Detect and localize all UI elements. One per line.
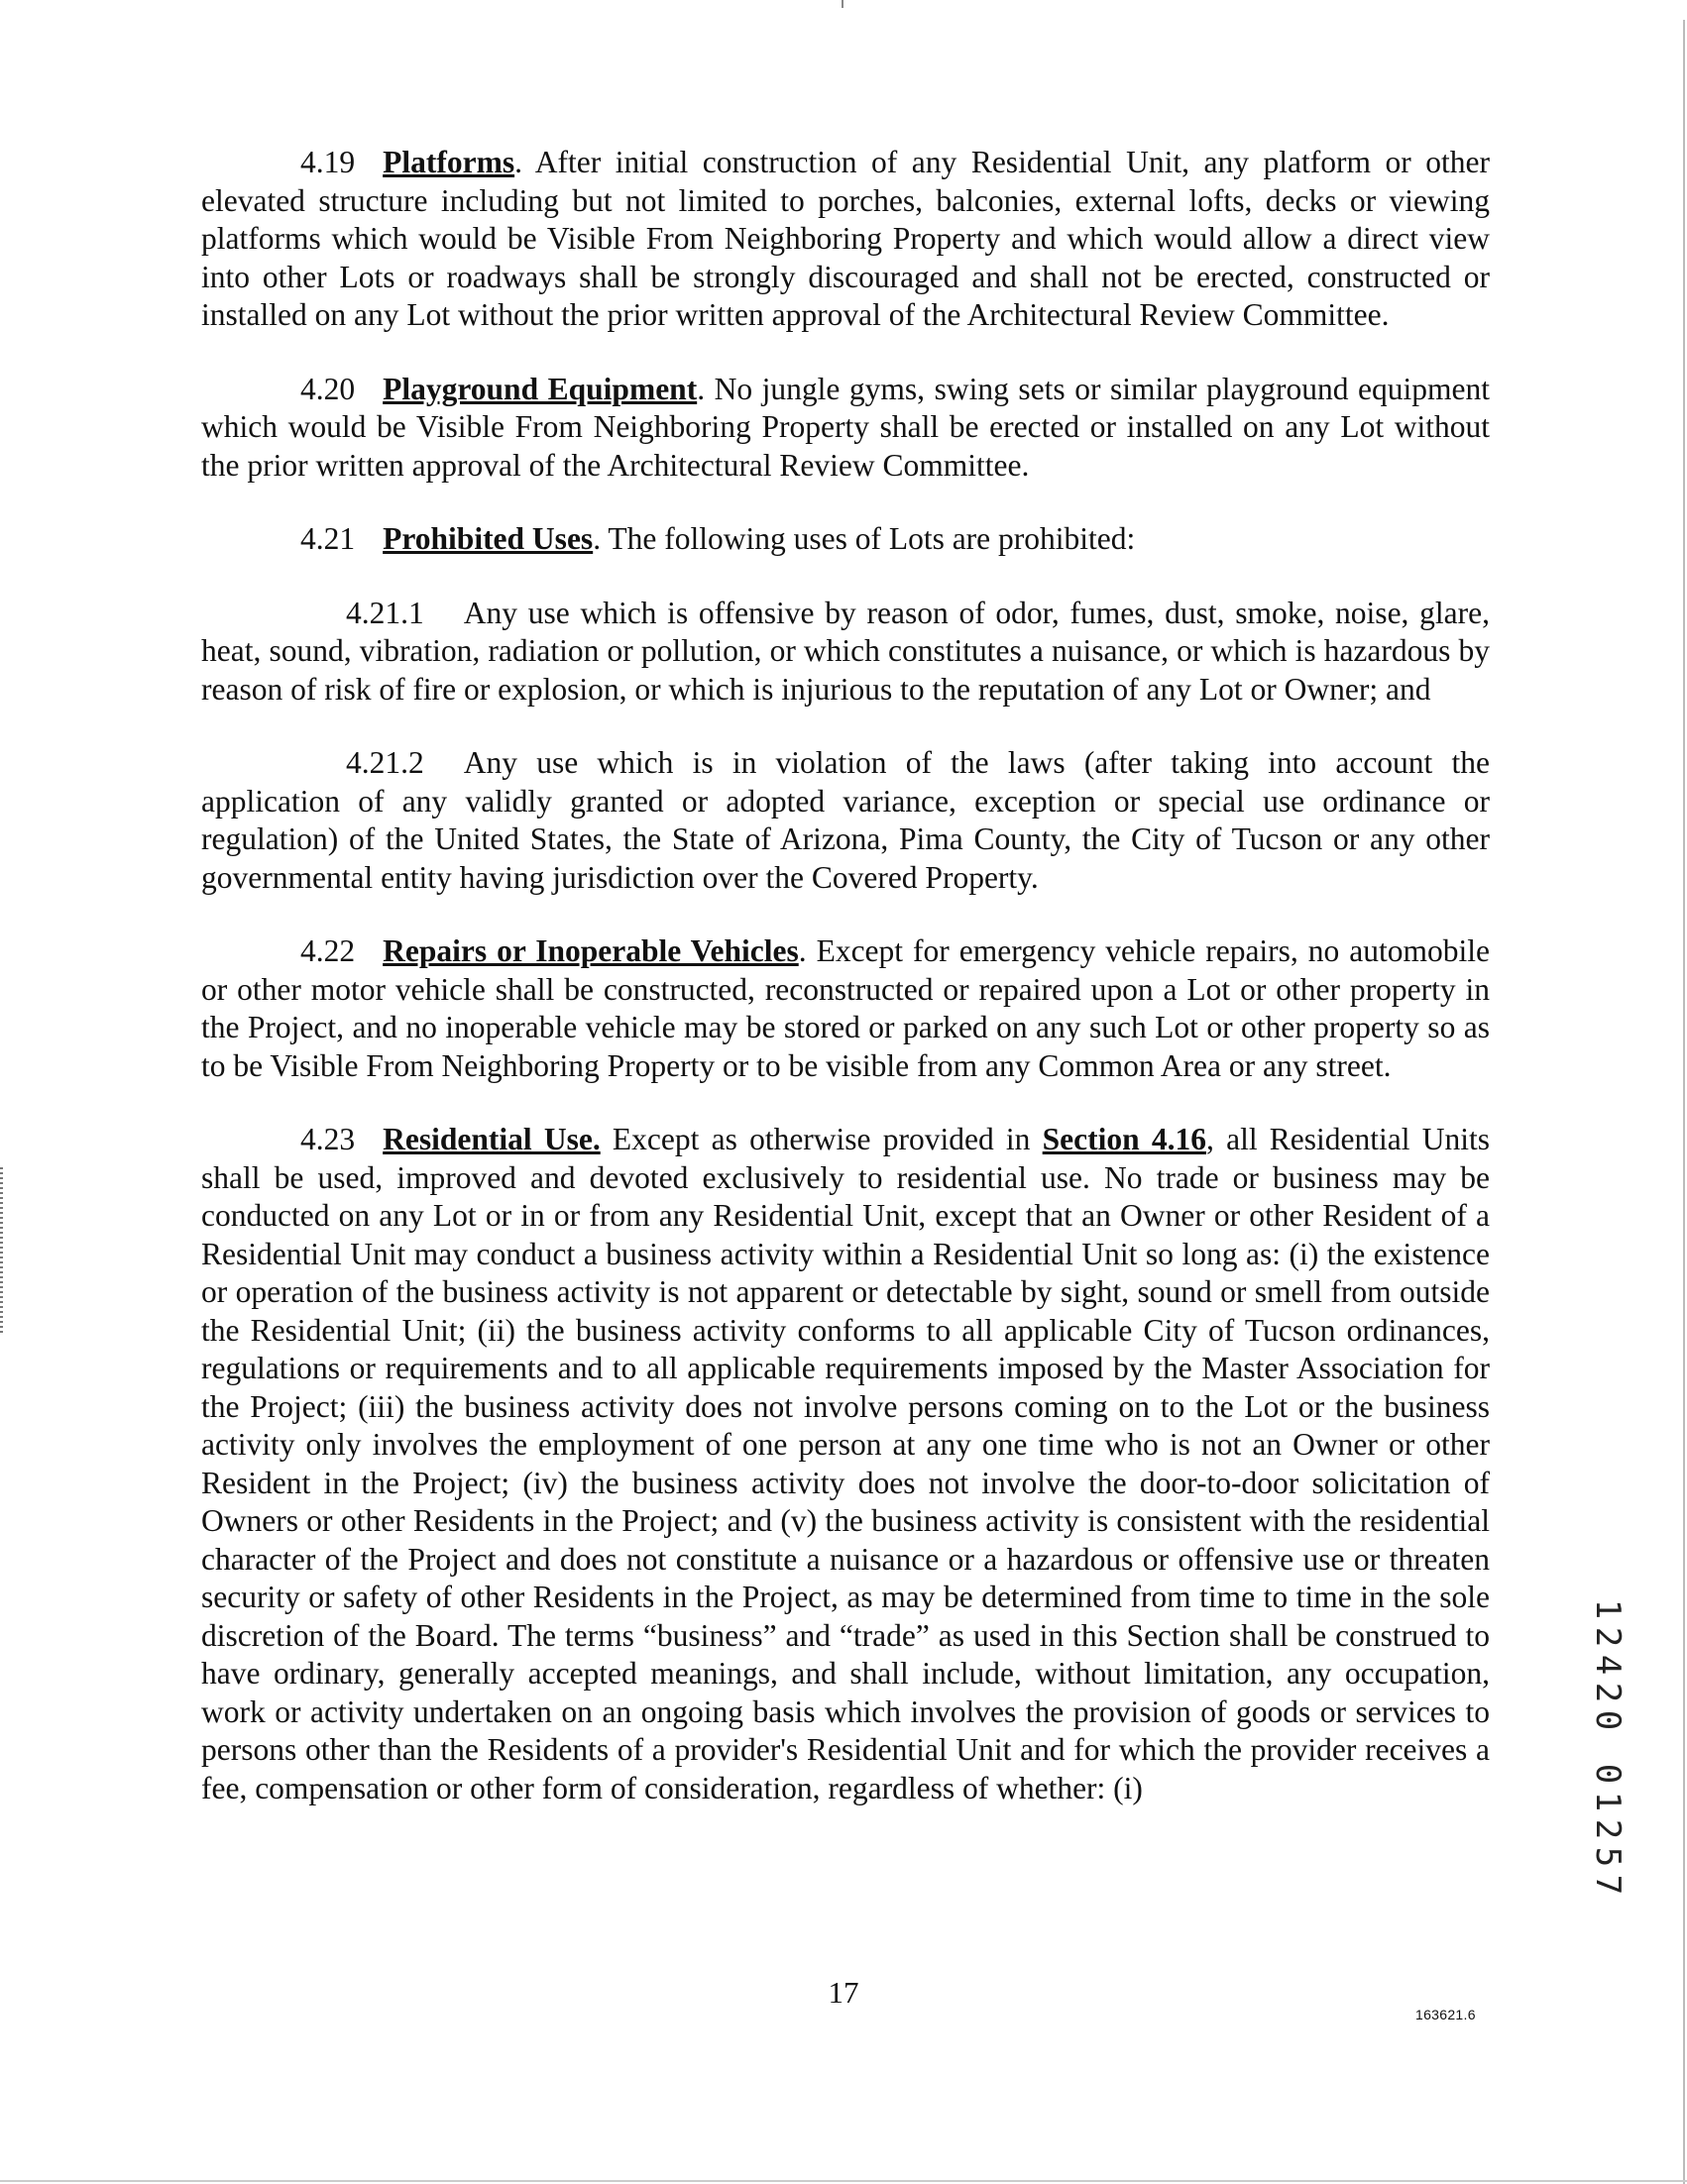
stamp-digit: 0 xyxy=(1588,1763,1628,1785)
section-text: . Except for emergency vehicle repairs, no automobile or other motor vehicle shall be constructed, reconstructed or repaired upon a Lot or other property in the Project, and no inoperable vehicle may be stored or parked on any such Lot or other property so as to be Visible From Neighboring Property or to be visible from any Common Area or any street. xyxy=(201,933,1490,1083)
section-text: . After initial construction of any Residential Unit, any platform or other elevated structure including but not limited to porches, balconies, external lofts, decks or viewing platforms which would be Visible From Neighboring Property and which would allow a direct view into other Lots or roadways shall be strongly discouraged and shall not be erected, constructed or installed on any Lot without the prior written approval of the Architectural Review Committee. xyxy=(201,145,1490,332)
section-heading: Playground Equipment xyxy=(383,371,698,406)
section-number: 4.23 xyxy=(300,1122,356,1156)
section-cross-reference: Section 4.16 xyxy=(1042,1122,1206,1156)
document-body xyxy=(201,144,1490,1843)
scan-left-edge-artifact xyxy=(0,1167,3,1336)
subsection-number: 4.21.1 xyxy=(346,595,424,630)
section-text-lead: Except as otherwise provided in xyxy=(600,1122,1043,1156)
recording-number-stamp xyxy=(1588,1595,1628,1899)
stamp-digit: 2 xyxy=(1588,1682,1628,1703)
subsection-number: 4.21.2 xyxy=(346,745,424,780)
stamp-digit: 2 xyxy=(1588,1818,1628,1840)
page-number: 17 xyxy=(828,1975,859,2010)
section-text: , all Residential Units shall be used, improved and devoted exclusively to residential use. No trade or business may be conducted on any Lot or in or from any Residential Unit, except that an Owner or other Resident of a Residential Unit may conduct a business activity within a Residential Unit so long as: (i) the existence or operation of the business activity is not apparent or detectable by sight, sound or smell from outside the Residential Unit; (ii) the business activity conforms to all applicable City of Tucson ordinances, regulations or requirements and to all applicable requirements imposed by the Master Association for the Project; (iii) the business activity does not involve persons coming on to the Lot or the business activity only involves the employment of one person at any one time who is not an Owner or other Resident in the Project; (iv) the business activity does not involve the door-to-door solicitation of Owners or other Residents in the Project; and (v) the business activity is consistent with the residential character of the Project and does not constitute a nuisance or a hazardous or offensive use or threaten security or safety of other Residents in the Project, as may be determined from time to time in the sole discretion of the Board. The terms “business” and “trade” as used in this Section shall be construed to have ordinary, generally accepted meanings, and shall include, without limitation, any occupation, work or activity undertaken on an ongoing basis which involves the provision of goods or services to persons other than the Residents of a provider's Residential Unit and for which the provider receives a fee, compensation or other form of consideration, regardless of whether: (i) xyxy=(201,1122,1490,1805)
scan-top-mark xyxy=(842,0,844,8)
stamp-digit: 7 xyxy=(1588,1874,1628,1896)
section-text: . The following uses of Lots are prohibited: xyxy=(593,521,1136,556)
stamp-digit: 1 xyxy=(1588,1791,1628,1812)
stamp-digit: 2 xyxy=(1588,1626,1628,1648)
section-heading: Platforms xyxy=(383,145,515,179)
stamp-digit: 1 xyxy=(1588,1598,1628,1620)
subsection-4-21-1 xyxy=(201,595,1490,710)
scan-right-edge xyxy=(1683,20,1685,2184)
section-number: 4.19 xyxy=(300,145,356,179)
section-4-20 xyxy=(201,371,1490,486)
section-4-21 xyxy=(201,520,1490,559)
subsection-4-21-2 xyxy=(201,744,1490,897)
section-number: 4.21 xyxy=(300,521,356,556)
stamp-digit: 5 xyxy=(1588,1846,1628,1868)
document-id: 163621.6 xyxy=(1415,2007,1476,2022)
section-4-23 xyxy=(201,1121,1490,1807)
stamp-digit: 0 xyxy=(1588,1709,1628,1731)
stamp-digit: 4 xyxy=(1588,1654,1628,1676)
subsection-text: Any use which is in violation of the laws (after taking into account the application of any validly granted or adopted variance, exception or special use ordinance or regulation) of the United States, the State of Arizona, Pima County, the City of Tucson or any other governmental entity having jurisdiction over the Covered Property. xyxy=(201,745,1490,895)
section-heading: Residential Use. xyxy=(383,1122,601,1156)
section-number: 4.22 xyxy=(300,933,356,968)
section-4-22 xyxy=(201,932,1490,1085)
section-text: . No jungle gyms, swing sets or similar playground equipment which would be Visible From Neighboring Property shall be erected or installed on any Lot without the prior written approval of the Architectural Review Committee. xyxy=(201,371,1490,483)
subsection-text: Any use which is offensive by reason of odor, fumes, dust, smoke, noise, glare, heat, sound, vibration, radiation or pollution, or which constitutes a nuisance, or which is hazardous by reason of risk of fire or explosion, or which is injurious to the reputation of any Lot or Owner; and xyxy=(201,595,1490,707)
section-4-19 xyxy=(201,144,1490,335)
scan-bottom-edge xyxy=(0,2180,1687,2182)
section-heading: Repairs or Inoperable Vehicles xyxy=(383,933,799,968)
section-number: 4.20 xyxy=(300,371,356,406)
section-heading: Prohibited Uses xyxy=(383,521,594,556)
